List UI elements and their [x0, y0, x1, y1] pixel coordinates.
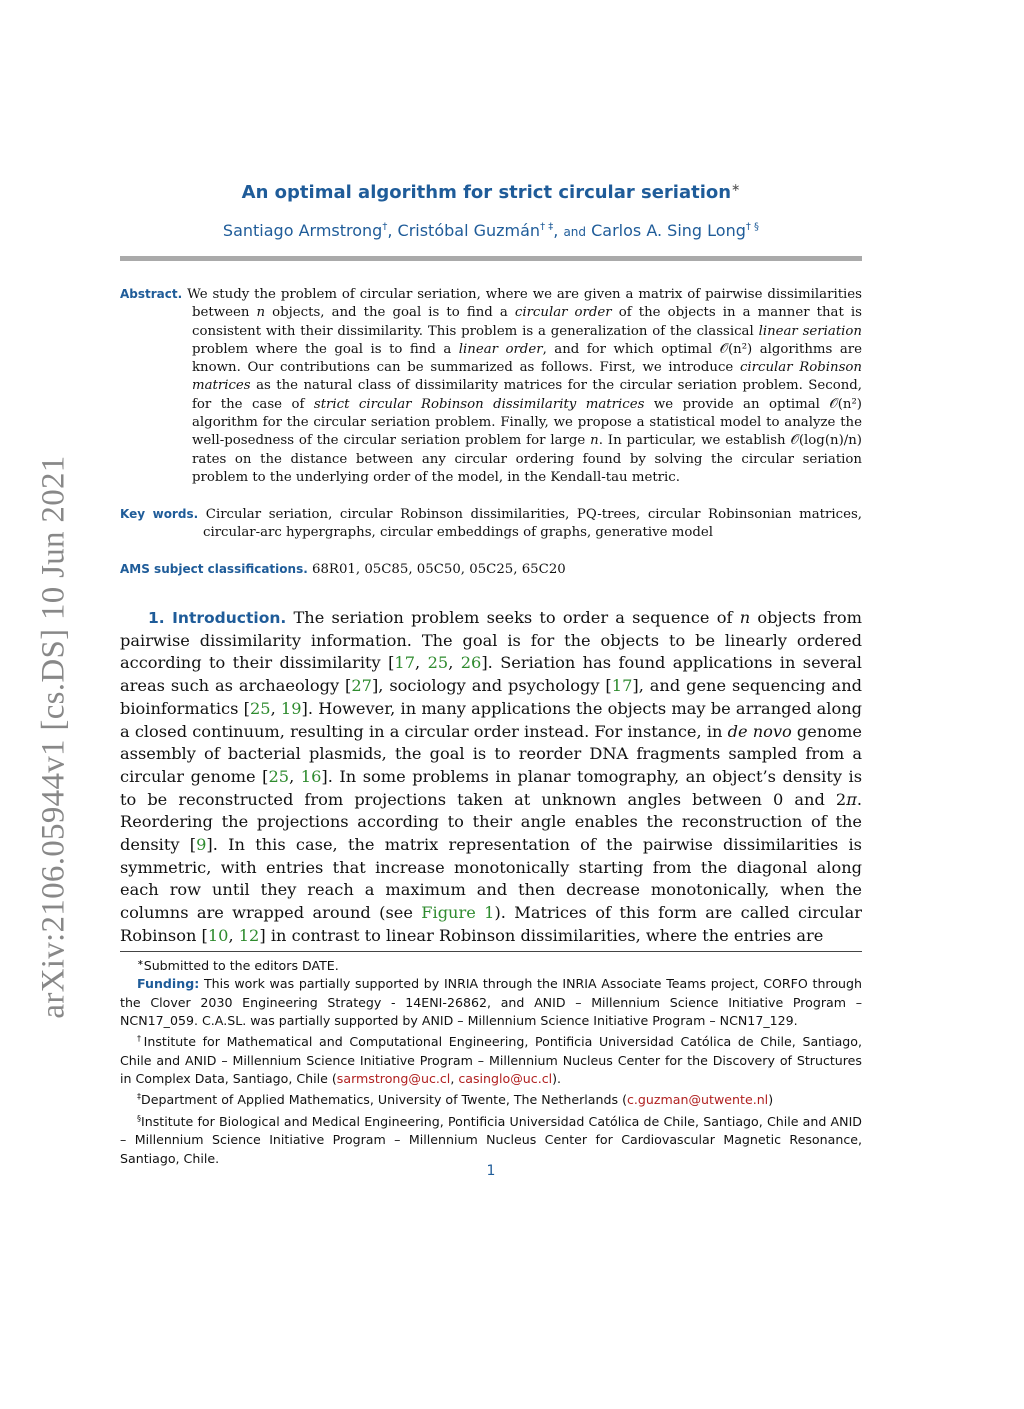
keywords-label: Key words. — [120, 507, 199, 521]
footnote-rule — [120, 951, 862, 952]
footnotes-block — [120, 954, 862, 1168]
citation-link[interactable]: 25 — [268, 766, 290, 786]
math-expression: 𝒪(n²) — [719, 341, 753, 357]
footnote-mark: § — [137, 1113, 141, 1123]
footnote-submitted — [120, 954, 862, 975]
abstract-block — [120, 285, 862, 487]
body-text: ]. Seriation has found applications in several areas such as archaeology [ — [120, 653, 862, 696]
body-text: . Reordering the projections according to their angle enables the reconstruction of the density [ — [120, 789, 862, 855]
abstract-text: algorithm for the circular seriation problem. Finally, we propose a statistical model to analyze the well-posedness of the circular seriation problem for large — [192, 415, 862, 449]
abstract-label: Abstract. — [120, 287, 183, 301]
author-armstrong: Santiago Armstrong — [222, 221, 383, 240]
keywords-block — [120, 505, 862, 543]
footnote-affiliation-dagger: †Institute for Mathematical and Computational Engineering, Pontificia Universidad Católica de Chile, Santiago, Chile and ANID – Millennium Science Initiative Program – Millennium Nucleus Center for the Discovery of Structures in Complex Data, Santiago, Chile (sarmstrong@uc.cl, casinglo@uc.cl). — [120, 1034, 863, 1087]
math-expression: 𝒪(n²) — [829, 396, 862, 412]
citation-link[interactable]: 25 — [249, 698, 271, 718]
abstract-text: , and for which optimal — [542, 341, 720, 357]
abstract-emphasis: strict circular Robinson dissimilarity matrices — [313, 396, 645, 412]
funding-label: Funding: — [137, 976, 200, 992]
footnote-affiliation-ddagger — [120, 1088, 862, 1109]
email-link[interactable]: sarmstrong@uc.cl — [336, 1071, 451, 1087]
footnote-text: Institute for Biological and Medical Engineering, Pontificia Universidad Católica de Chile, Santiago, Chile and ANID – Millennium Science Initiative Program – Millennium Nucleus Center for Cardiovascular Magnetic Resonance, Santiago, Chile. — [120, 1114, 862, 1166]
abstract-text: we provide an optimal — [644, 396, 830, 412]
footnote-text: Institute for Mathematical and Computational Engineering, Pontificia Universidad Católica de Chile, Santiago, Chile and ANID – Millennium Science Initiative Program – Millennium Nucleus Center for the Discovery of Structures in Complex Data, Santiago, Chile ( — [120, 1034, 863, 1087]
footnote-mark: ‡ — [137, 1092, 141, 1102]
body-text: ]. In this case, the matrix representation of the pairwise dissimilarities is symmetric, with entries that increase monotonically starting from the diagonal along each row until they reach a maximum and then decrease monotonically, when the columns are wrapped around (see — [120, 835, 862, 923]
title-text: An optimal algorithm for strict circular seriation — [241, 182, 732, 203]
title-rule — [120, 256, 862, 261]
ams-classification-block — [120, 560, 862, 579]
footnote-mark: ∗ — [137, 958, 144, 967]
footnote-text: Department of Applied Mathematics, University of Twente, The Netherlands ( — [141, 1092, 627, 1108]
body-text: genome assembly of bacterial plasmids, the goal is to reorder DNA fragments sampled from a circular genome [ — [120, 721, 862, 786]
keywords-text: Circular seriation, circular Robinson dissimilarities, PQ-trees, circular Robinsonian matrices, circular-arc hypergraphs, circular embeddings of graphs, generative model — [203, 507, 862, 541]
citation-link[interactable]: 27 — [351, 676, 372, 696]
math-expression: 𝒪(log(n)/n) — [790, 433, 862, 449]
abstract-text: problem where the goal is to find a — [192, 341, 459, 357]
author-separator: , — [553, 221, 559, 240]
abstract-text: . In particular, we establish — [598, 433, 791, 449]
abstract-text: as the natural class of dissimilarity matrices for the circular seriation problem. Second, for the case of — [192, 378, 862, 412]
body-text: ], and gene sequencing and bioinformatics [ — [120, 676, 862, 718]
footnote-text: ) — [768, 1092, 774, 1108]
section-heading: 1. Introduction. — [148, 609, 287, 627]
body-text: objects from pairwise dissimilarity information. The goal is for the objects to be linearly ordered according to their dissimilarity [ — [120, 608, 863, 673]
abstract-text: We study the problem of circular seriation, where we are given a matrix of pairwise dissimilarities between — [187, 287, 863, 321]
introduction-section: 1. Introduction. The seriation problem seeks to order a sequence of n objects from pairwise dissimilarity information. The goal is for the objects to be linearly ordered according to their dissimilarity [17, 25, 26]. Seriation has found applications in several areas such as archaeology [27], sociology and psychology [17], and gene sequencing and bioinformatics [25, 19]. However, in many applications the objects may be arranged along a closed continuum, resulting in a circular order instead. For instance, in de novo genome assembly of bacterial plasmids, the goal is to reorder DNA fragments sampled from a circular genome [25, 16]. In some problems in planar tomography, an object’s density is to be reconstructed from projections taken at unknown angles between 0 and 2π. Reordering the projections according to their angle enables the reconstruction of the density [9]. In this case, the matrix representation of the pairwise dissimilarities is symmetric, with entries that increase monotonically starting from the diagonal along each row until they reach a maximum and then decrease monotonically, when the columns are wrapped around (see Figure 1). Matrices of this form are called circular Robinson [10, 12] in contrast to linear Robinson dissimilarities, where the entries are — [120, 608, 863, 945]
email-link[interactable]: casinglo@uc.cl — [458, 1071, 553, 1087]
citation-link[interactable]: 9 — [196, 835, 207, 855]
email-link[interactable]: c.guzman@utwente.nl — [626, 1092, 769, 1108]
author-sing-long: Carlos A. Sing Long — [591, 221, 746, 240]
paper-title — [120, 181, 862, 203]
footnote-mark: † — [137, 1034, 144, 1044]
abstract-emphasis: circular Robinson matrices — [192, 360, 862, 394]
arxiv-identifier-stamp: arXiv:2106.05944v1 [cs.DS] 10 Jun 2021 — [35, 455, 72, 1019]
body-text: ]. In some problems in planar tomography, an object’s density is to be reconstructed from projections taken at unknown angles between 0 and 2 — [120, 766, 863, 809]
citation-link[interactable]: 25 — [427, 653, 449, 673]
citation-link[interactable]: 17 — [611, 676, 633, 696]
body-emphasis: de novo — [727, 721, 792, 741]
citation-link[interactable]: 16 — [300, 766, 322, 786]
author-and: and — [563, 225, 587, 239]
figure-link[interactable]: Figure 1 — [421, 903, 495, 923]
math-var: π — [846, 789, 857, 809]
math-var: n — [256, 305, 266, 321]
body-text: ], sociology and psychology [ — [371, 676, 612, 696]
abstract-emphasis: linear order — [458, 341, 543, 357]
body-text: ]. However, in many applications the objects may be arranged along a closed continuum, resulting in a circular order instead. For instance, in — [120, 698, 863, 741]
citation-link[interactable]: 19 — [280, 698, 302, 718]
author-list — [120, 221, 862, 240]
body-text: ] in contrast to linear Robinson dissimilarities, where the entries are — [259, 925, 824, 945]
footnote-text: This work was partially supported by INRIA through the INRIA Associate Teams project, CORFO through the Clover 2030 Engineering Strategy - 14ENI-26862, and ANID – Millennium Science Initiative Program – NCN17_059. C.A.SL. was partially supported by ANID – Millennium Science Initiative Program – NCN17_129. — [120, 976, 862, 1029]
abstract-emphasis: circular order — [514, 305, 612, 321]
citation-link[interactable]: 17 — [394, 653, 416, 673]
citation-link[interactable]: 26 — [460, 653, 482, 673]
abstract-text: objects, and the goal is to find a — [265, 305, 515, 321]
author-sing-long-mark: † § — [745, 221, 760, 233]
ams-label: AMS subject classifications. — [120, 562, 308, 576]
title-footnote-mark: ∗ — [731, 181, 741, 194]
author-separator: , — [387, 221, 393, 240]
footnote-affiliation-section — [120, 1110, 862, 1168]
abstract-text: rates on the distance between any circular ordering found by solving the circular seriation problem to the underlying order of the model, in the Kendall-tau metric. — [192, 451, 862, 485]
abstract-text: algorithms are known. Our contributions can be summarized as follows. First, we introduce — [192, 341, 862, 376]
author-armstrong-mark: † — [382, 221, 388, 233]
footnote-text: ). — [552, 1071, 562, 1087]
abstract-text: of the objects in a manner that is consistent with their dissimilarity. This problem is a generalization of the classical — [192, 305, 862, 339]
ams-codes: 68R01, 05C85, 05C50, 05C25, 65C20 — [312, 562, 566, 577]
citation-link[interactable]: 12 — [238, 925, 260, 945]
citation-link[interactable]: 10 — [207, 925, 229, 945]
author-guzman: Cristóbal Guzmán — [397, 221, 541, 240]
footnote-funding — [120, 975, 862, 1030]
math-var: n — [739, 608, 751, 627]
page-number: 1 — [486, 1163, 496, 1179]
abstract-emphasis: linear seriation — [758, 323, 862, 339]
body-text: The seriation problem seeks to order a sequence of — [286, 608, 740, 627]
math-var: n — [590, 433, 599, 449]
footnote-text: Submitted to the editors DATE. — [143, 958, 339, 974]
author-guzman-mark: † ‡ — [540, 221, 554, 233]
body-text: ). Matrices of this form are called circular Robinson [ — [120, 903, 862, 945]
